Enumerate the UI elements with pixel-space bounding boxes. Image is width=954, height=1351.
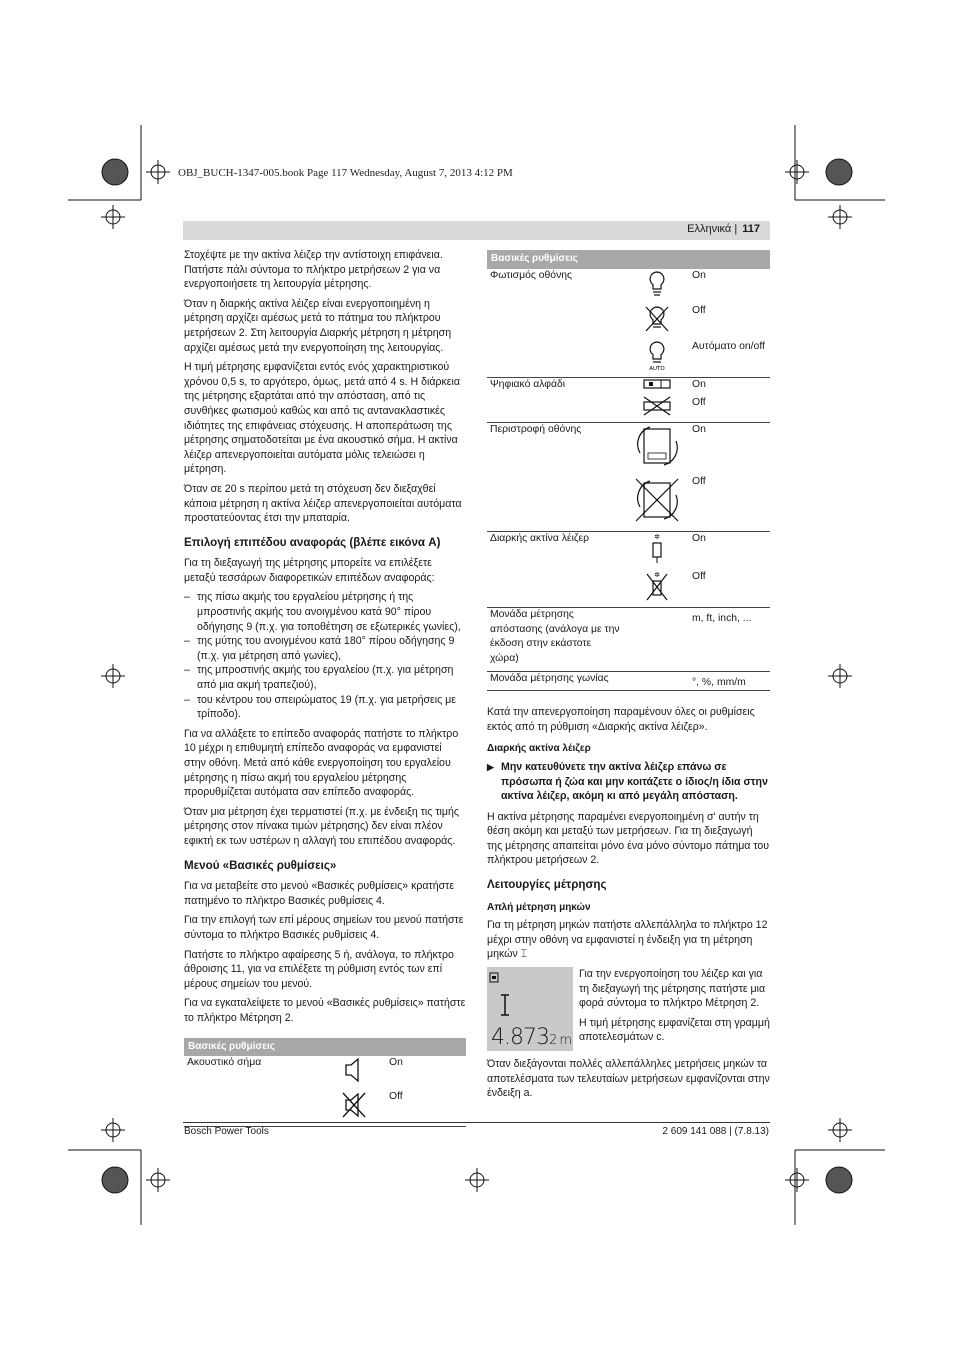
table-header: Βασικές ρυθμίσεις — [184, 1038, 466, 1057]
list-item: – της πίσω ακμής του εργαλείου μέτρησης ή της μπροστινής ακμής του ανοιγμένου κατά 90° πίρου οδήγησης 9 (π.χ. για τοποθέτηση σε εξωτερικές γωνίες), — [184, 590, 466, 634]
paragraph: Η τιμή μέτρησης εμφανίζεται εντός ενός χαρακτηριστικού χρόνου 0,5 s, το αργότερο, όμως, μετά από 4 s. Η διάρκεια της μέτρησης εξαρτάται από την απόσταση, από τις συνθήκες φωτισμού καθώς και από τις αντανακλαστικές ιδιότητες της επιφάνειας στόχευσης. Η αποπεράτωση της μέτρησης σηματοδοτείται με ένα ακουστικό σήμα. Η ακτίνα λέιζερ απενεργοποιείται αυτόματα μόλις τελειώσει η μέτρηση. — [184, 361, 460, 476]
paragraph: Για τη διεξαγωγή της μέτρησης μπορείτε να επιλέξετε μεταξύ τεσσάρων διαφορετικών επιπέδων αναφοράς: — [184, 557, 435, 584]
setting-label: Ψηφιακό αλφάδι — [490, 379, 566, 391]
list-item: – του κέντρου του σπειρώματος 19 (π.χ. για μετρήσεις με τρίποδο). — [184, 693, 466, 722]
footer-doc-number: 2 609 141 088 | (7.8.13) — [662, 1126, 769, 1137]
setting-value: °, %, mm/m — [689, 671, 770, 691]
setting-value: On — [692, 379, 706, 391]
setting-label: Μονάδα μέτρησης απόστασης (ανάλογα με την έκδοση στην εκάστοτε χώρα) — [487, 608, 625, 671]
paragraph: Όταν σε 20 s περίπου μετά τη στόχευση δεν διεξαχθεί κάποια μέτρηση η ακτίνα λέιζερ απενεργοποιείται αυτόματα προστατεύοντας έτσι την μπαταρία. — [184, 482, 462, 525]
setting-value: m, ft, inch, ... — [689, 608, 770, 671]
paragraph: Όταν μια μέτρηση έχει τερματιστεί (π.χ. με ένδειξη τις τιμής μέτρησης στον πίνακα τιμών μέτρησης) δεν είναι πλέον εφικτή εκ των υστέρων η αλλαγή του επιπέδου αναφοράς. — [184, 805, 459, 847]
setting-value: Off — [689, 475, 770, 532]
paragraph — [487, 918, 770, 962]
laser-warning — [487, 760, 770, 804]
basic-settings-table-left — [184, 1038, 466, 1127]
paragraph: Η τιμή μέτρησης εμφανίζεται στη γραμμή αποτελεσμάτων c. — [579, 1016, 770, 1044]
warning-arrow-icon: ▶ — [487, 761, 494, 772]
lcd-explanation — [579, 967, 770, 1051]
speaker-icon — [322, 1056, 386, 1090]
page-header — [687, 223, 760, 235]
paragraph: Για να εγκαταλείψετε το μενού «Βασικές ρυθμίσεις» πατήστε το πλήκτρο Μέτρηση 2. — [184, 997, 466, 1024]
section-heading-basic-settings-menu: Μενού «Βασικές ρυθμίσεις» — [184, 858, 337, 872]
footer-brand: Bosch Power Tools — [184, 1126, 269, 1137]
bulb-auto-icon — [625, 340, 689, 378]
display-rotation-icon — [625, 422, 689, 475]
paragraph: Όταν διεξάγονται πολλές αλλεπάλληλες μετρήσεις μηκών τα αποτελέσματα των τελευταίων μετρήσεων εμφανίζονται στην ένδειξη a. — [487, 1058, 770, 1100]
section-heading-reference-plane: Επιλογή επιπέδου αναφοράς (βλέπε εικόνα A) — [184, 535, 441, 549]
table-header: Βασικές ρυθμίσεις — [487, 250, 770, 269]
lcd-display — [487, 967, 573, 1051]
footer-rule — [183, 1122, 770, 1123]
setting-value: On — [692, 269, 706, 281]
bulb-icon — [625, 269, 689, 305]
paragraph: Για να αλλάξετε το επίπεδο αναφοράς πατήστε το πλήκτρο 10 μέχρι η επιθυμητή επίπεδο αναφοράς να εμφανιστεί στην οθόνη. Μετά από κάθε ενεργοποίηση του εργαλείου μέτρησης η πίσω ακμή του εργαλείου μέτρησης προρυθμίζεται αυτόματα σαν επίπεδο αναφοράς. — [184, 727, 459, 799]
paragraph: Κατά την απενεργοποίηση παραμένουν όλες οι ρυθμίσεις εκτός από τη ρύθμιση «Διαρκής ακτίνα λέιζερ». — [487, 706, 755, 733]
list-item: – της μύτης του ανοιγμένου κατά 180° πίρου οδήγησης 9 (π.χ. για μέτρηση από γωνίες), — [184, 634, 466, 663]
spirit-level-off-icon — [625, 396, 689, 422]
page-header-band — [183, 221, 770, 240]
setting-label: Φωτισμός οθόνης — [490, 269, 573, 281]
setting-value: Off — [692, 305, 706, 317]
lcd-length-icon — [489, 971, 509, 1021]
continuous-laser-icon — [625, 531, 689, 569]
paragraph: Στοχέψτε με την ακτίνα λέιζερ την αντίστοιχη επιφάνεια. Πατήστε πάλι σύντομα το πλήκτρο μετρήσεων 2 για να ενεργοποιήσετε τη λειτουργία μέτρησης. — [184, 249, 443, 291]
section-heading-measuring-functions: Λειτουργίες μέτρησης — [487, 878, 607, 892]
setting-label: Μονάδα μέτρησης γωνίας — [487, 671, 625, 691]
basic-settings-table-right — [487, 250, 770, 691]
setting-value: Αυτόματο on/off — [689, 340, 770, 378]
reference-plane-list — [184, 590, 466, 721]
paragraph: Πατήστε το πλήκτρο αφαίρεσης 5 ή, ανάλογα, το πλήκτρο άθροισης 11, για να επιλέξετε τη ρύθμιση εντός των επί μέρους σημείων του μενού. — [184, 948, 454, 990]
display-rotation-off-icon — [625, 475, 689, 532]
setting-label: Ακουστικό σήμα — [187, 1057, 262, 1069]
svg-text:✲: ✲ — [654, 570, 660, 579]
list-item: – της μπροστινής ακμής του εργαλείου (π.χ. για μέτρηση από μια ακμή τραπεζιού), — [184, 663, 466, 692]
paragraph: Η ακτίνα μέτρησης παραμένει ενεργοποιημένη σ' αυτήν τη θέση ακόμη και μεταξύ των μετρήσεων. Για τη διεξαγωγή της μέτρησης απαιτείται μόνο ένα μόνο σύντομο πάτημα του πλήκτρου μετρήσεων 2. — [487, 810, 770, 867]
lcd-unit: 2 m — [548, 1033, 572, 1049]
setting-value: Off — [689, 396, 770, 422]
setting-label: Διαρκής ακτίνα λέιζερ — [490, 532, 590, 544]
paragraph: Για να μεταβείτε στο μενού «Βασικές ρυθμίσεις» κρατήστε πατημένο το πλήκτρο Βασικές ρυθμίσεις 4. — [184, 880, 455, 907]
print-info-line: OBJ_BUCH-1347-005.book Page 117 Wednesday, August 7, 2013 4:12 PM — [178, 167, 513, 179]
auto-icon-text: AUTO — [649, 365, 665, 372]
page-number: 117 — [742, 223, 760, 235]
paragraph: Για την επιλογή των επί μέρους σημείων του μενού πατήστε σύντομα το πλήκτρο Βασικές ρυθμίσεις 4. — [184, 914, 464, 941]
setting-value: Off — [689, 570, 770, 608]
continuous-laser-off-icon — [625, 570, 689, 608]
setting-value: On — [692, 423, 706, 435]
length-symbol-icon: ⌶ — [520, 948, 528, 961]
paragraph: Όταν η διαρκής ακτίνα λέιζερ είναι ενεργοποιημένη η μέτρηση αρχίζει αμέσως μετά το πάτημα του πλήκτρου μετρήσεων 2. Στη λειτουργία Διαρκής μέτρηση η μέτρηση αρχίζει αμέσως μετά την ενεργοποίηση της λειτουργίας. — [184, 297, 452, 354]
lcd-value — [491, 1025, 572, 1051]
lcd-illustration-row — [487, 967, 770, 1051]
subheading-simple-length: Απλή μέτρηση μηκών — [487, 901, 591, 913]
right-column — [487, 250, 770, 1106]
setting-value: On — [692, 532, 706, 544]
left-column — [184, 248, 466, 1127]
lcd-number: 4.873 — [491, 1025, 549, 1051]
header-separator: | — [734, 223, 738, 235]
paragraph: Για την ενεργοποίηση του λέιζερ και για τη διεξαγωγή της μέτρησης πατήστε μια φορά σύντομα το πλήκτρο Μέτρηση 2. — [579, 968, 766, 1010]
warning-text: Μην κατευθύνετε την ακτίνα λέιζερ επάνω σε πρόσωπα ή ζώα και μην κοιτάζετε ο ίδιος/η ίδια στην ακτίνα λέιζερ, ακόμη κι από μεγάλη απόσταση. — [501, 760, 768, 803]
setting-value: On — [389, 1057, 403, 1069]
spirit-level-icon — [625, 378, 689, 397]
speaker-muted-icon — [322, 1090, 386, 1126]
setting-label: Περιστροφή οθόνης — [490, 423, 582, 435]
header-language: Ελληνικά — [687, 223, 732, 235]
bulb-off-icon — [625, 304, 689, 340]
setting-value: Off — [386, 1090, 466, 1126]
paragraph-text: Για τη μέτρηση μηκών πατήστε αλλεπάλληλα το πλήκτρο 12 μέχρι στην οθόνη να εμφανιστεί η ένδειξη για τη μέτρηση μηκών — [487, 919, 768, 961]
svg-text:✲: ✲ — [654, 532, 660, 541]
subheading-continuous-laser: Διαρκής ακτίνα λέιζερ — [487, 743, 591, 755]
